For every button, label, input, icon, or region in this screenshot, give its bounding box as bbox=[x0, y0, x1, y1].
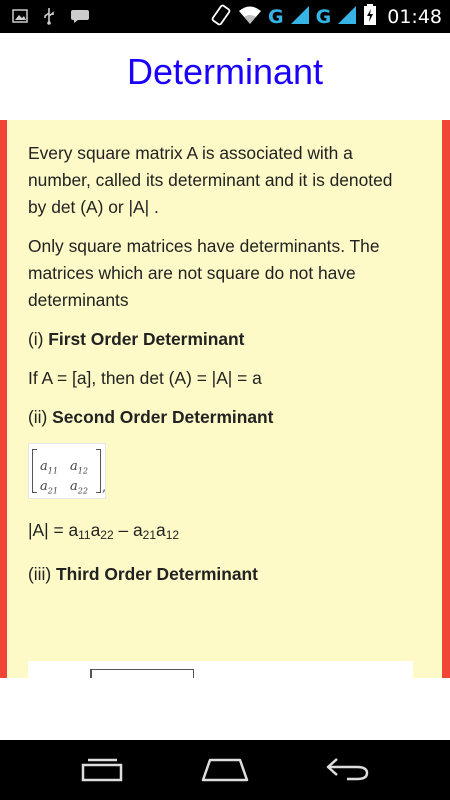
recent-apps-icon bbox=[80, 756, 124, 787]
matrix-cell-a21: $a_{21}$ bbox=[40, 479, 58, 496]
matrix-cell-a12: $a_{12}$ bbox=[70, 459, 88, 476]
back-arrow-icon bbox=[325, 755, 371, 788]
matrix-cell-a11: $a_{11}$ bbox=[40, 459, 58, 476]
back-button[interactable] bbox=[318, 754, 378, 788]
usb-icon bbox=[42, 7, 56, 30]
network-type-2: G bbox=[315, 6, 332, 28]
clock: 01:48 bbox=[387, 6, 442, 28]
battery-charging-icon bbox=[363, 4, 377, 31]
left-accent-border bbox=[0, 120, 7, 678]
first-order-formula: If A = [a], then det (A) = |A| = a bbox=[28, 368, 262, 388]
second-order-heading: (ii) Second Order Determinant bbox=[28, 407, 274, 427]
wifi-icon bbox=[238, 5, 262, 30]
second-order-matrix-image bbox=[28, 443, 106, 499]
page-title: Determinant bbox=[126, 51, 324, 92]
second-order-formula: $|A| = a_{11}a_{22} - a_{21}a_{12}$ bbox=[28, 520, 180, 542]
matrix-cell-a22: $a_{22}$ bbox=[70, 479, 88, 496]
image-icon bbox=[12, 9, 28, 28]
home-button[interactable] bbox=[195, 754, 255, 788]
home-icon bbox=[200, 755, 250, 788]
status-bar bbox=[0, 0, 450, 33]
phone-rotate-icon bbox=[210, 4, 232, 31]
network-type-1: G bbox=[268, 6, 284, 28]
chat-icon bbox=[70, 8, 90, 29]
third-order-heading: (iii) Third Order Determinant bbox=[28, 564, 258, 584]
signal-icon bbox=[337, 5, 357, 30]
first-order-heading: (i) First Order Determinant bbox=[28, 329, 245, 349]
square-matrix-paragraph: Only square matrices have determinants. The matrices which are not square do not have determinants bbox=[28, 236, 380, 310]
content-scroll-area[interactable] bbox=[0, 120, 450, 678]
matrix-bracket bbox=[90, 669, 194, 678]
matrix-trailing-comma: , bbox=[102, 480, 107, 495]
intro-paragraph: Every square matrix A is associated with a number, called its determinant and it is denoted by det (A) or |A| . bbox=[28, 143, 393, 217]
recent-apps-button[interactable] bbox=[72, 754, 132, 788]
app-header bbox=[0, 33, 450, 120]
signal-icon bbox=[290, 5, 310, 30]
navigation-bar bbox=[0, 740, 450, 800]
third-order-matrix-image bbox=[28, 661, 413, 678]
article-body bbox=[28, 140, 413, 600]
right-accent-border bbox=[442, 120, 450, 678]
bottom-blank-area bbox=[0, 678, 450, 740]
